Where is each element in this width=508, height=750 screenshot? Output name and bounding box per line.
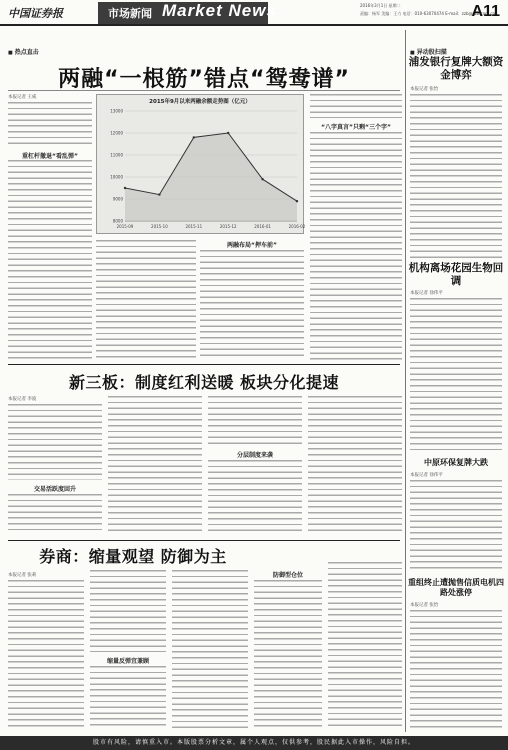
article-text-block [310,94,402,118]
masthead [0,0,508,26]
article-text-block [108,396,202,534]
brokers-headline: 券商：缩量观望 防御为主 [39,547,227,566]
article-text-block [8,580,84,730]
article-text-block [410,480,502,572]
article-text-block [90,666,166,730]
divider [8,540,400,541]
data-point [261,178,263,180]
sidebar-tag: ■ 异动股扫描 [410,47,447,56]
xinsanban-subhead: 交易活跃度回升 [33,486,76,493]
editors-line: 责编：杨军 美编：王力 电话：010-63070474 E-mail：zzb@zzb.com.cn [360,11,496,16]
page-number: A11 [471,3,500,20]
newspaper-name: 中国证券报 [8,7,63,20]
x-tick-label: 2016-01 [254,224,271,229]
data-point [158,193,160,195]
sidebar-byline: 本报记者 张怡 [410,603,439,608]
sidebar-headline: 机构离场花园生物回调 [408,262,504,287]
section-tag: ■ 热点直击 [8,47,39,56]
article-subhead: “八字真言”只剩“三个字” [321,124,391,131]
article-byline: 本报记者 王威 [8,95,37,100]
article-text-block [8,102,92,146]
sidebar-headline: 中原环保复牌大跌 [424,458,488,467]
article-text-block [208,396,302,446]
article-text-block [410,298,502,454]
main-headline: 两融“一根筋”错点“鸳鸯谱” [58,67,350,92]
x-tick-label: 2015-09 [116,224,134,229]
brokers-subhead: 缩量反弹宜兼顾 [106,658,149,665]
article-text-block [328,562,402,730]
x-tick-label: 2015-11 [185,224,203,229]
section-title-en: Market News [162,1,277,20]
x-tick-label: 2015-10 [151,224,168,229]
article-text-block [90,570,166,652]
xinsanban-subhead: 分层制度来袭 [236,452,273,459]
sidebar-byline: 本报记者 徐伟平 [410,291,443,296]
margin-balance-chart [96,94,304,234]
data-point [124,187,126,189]
article-subhead: 重杠杆撤退“看乱弹” [22,153,78,160]
article-text-block [310,132,402,360]
sidebar-headline: 浦发银行复牌大额资金博弈 [408,56,504,81]
article-text-block [410,610,502,730]
chart-title: 2015年9月以来两融余额走势图（亿元） [149,99,251,105]
article-text-block [208,460,302,534]
y-tick-label: 11000 [110,152,123,158]
article-text-block [200,250,304,360]
divider [8,364,400,365]
chart-plot [97,95,305,235]
article-text-block [8,404,102,480]
article-text-block [254,580,322,730]
x-tick-label: 2016-02 [288,224,305,229]
data-point [227,132,229,134]
section-title-cn: 市场新闻 [108,7,152,20]
brokers-subhead: 防御型仓位 [272,572,303,579]
divider [8,90,400,91]
x-tick-label: 2015-12 [219,224,237,229]
article-text-block [172,570,248,730]
y-tick-label: 8000 [112,218,123,224]
article-text-block [8,160,92,360]
xinsanban-byline: 本报记者 李波 [8,397,37,402]
sidebar-byline: 本报记者 徐伟平 [410,473,443,478]
article-text-block [96,240,196,360]
article-text-block [308,396,402,534]
column-divider [405,30,406,732]
article-text-block [8,494,102,534]
y-tick-label: 10000 [110,174,123,180]
y-tick-label: 12000 [110,130,123,136]
sidebar-byline: 本报记者 张怡 [410,87,439,92]
brokers-byline: 本报记者 张莉 [8,573,37,578]
article-text-block [410,94,502,258]
y-tick-label: 13000 [110,108,123,114]
risk-disclaimer: 股市有风险，请慎重入市。本版股票分析文章，属个人观点，仅供参考，股民据此入市操作，风险自担。 [0,736,508,750]
data-point [193,136,195,138]
issue-date: 2016年3月1日 星期二 [360,3,401,8]
sidebar-headline: 重组终止遭抛售信质电机四路处涨停 [408,578,504,597]
y-tick-label: 9000 [112,196,123,202]
article-subhead: 两融布局“押车前” [227,242,277,249]
xinsanban-headline: 新三板：制度红利送暖 板块分化提速 [68,373,340,392]
data-point [296,200,298,202]
